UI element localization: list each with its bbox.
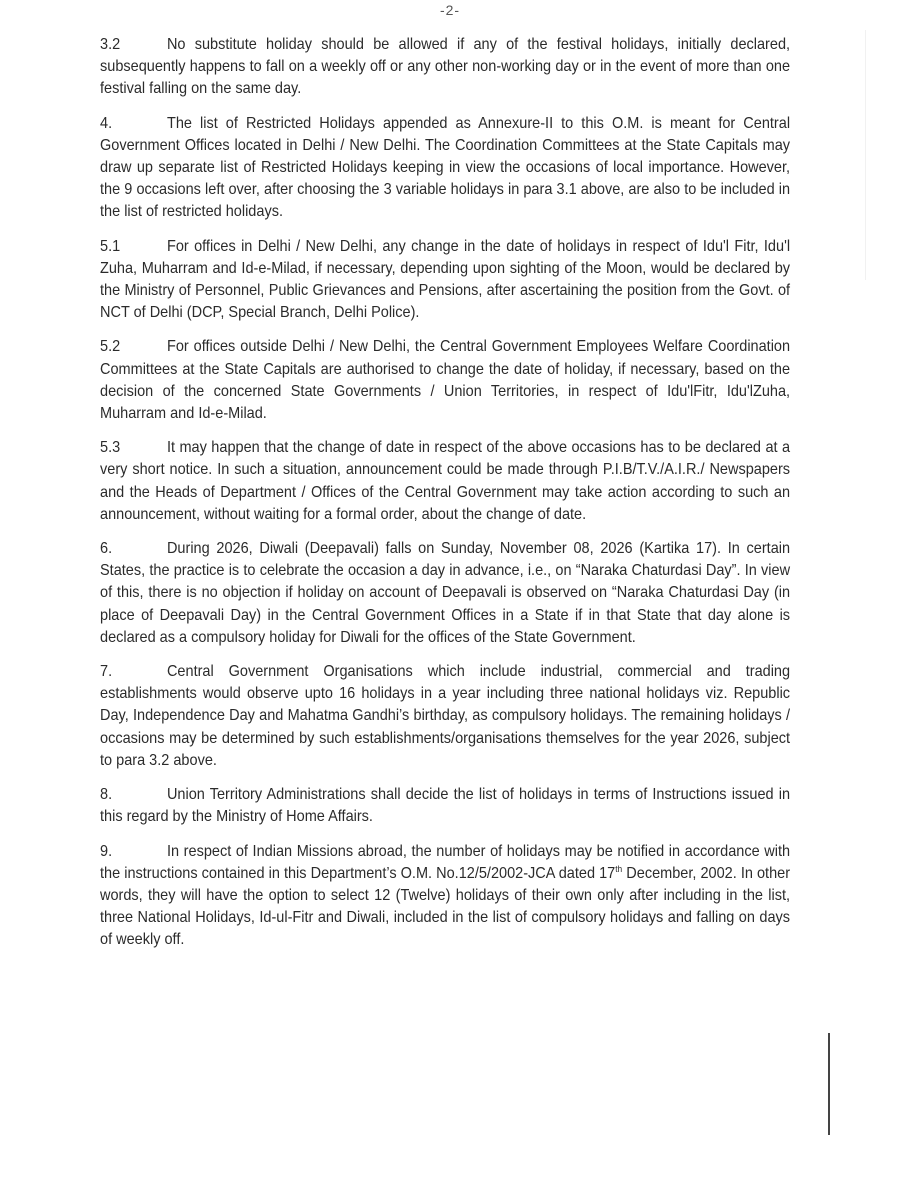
paragraph-text: It may happen that the change of date in respect of the above occasions has to be declared at a very short notice. In such a situation, announcement could be made through P.I.B/T.V./A.I.R./ Newspapers and the Heads of Department / Offices of the Central Government may take action according to such an announcement, without waiting for a formal order, about the change of date. [100,439,791,523]
paragraph-number: 7. [100,663,113,681]
paragraph-5-1 [100,236,790,325]
paragraph-text-continued: December, 2002. In other words, they will have the option to select 12 (Twelve) holidays of their own only after including in the list, three National Holidays, Id-ul-Fitr and Diwali, included in the list of compulsory holidays and falling on days of weekly off. [100,864,791,949]
paragraph-9 [100,841,790,952]
paragraph-number: 5.1 [100,237,121,255]
paragraph-6 [100,538,790,649]
scan-edge-shadow [865,30,866,280]
ordinal-suffix: th [615,863,623,874]
scan-margin-line [828,1033,830,1135]
paragraph-text: The list of Restricted Holidays appended as Annexure-II to this O.M. is meant for Central Government Offices located in Delhi / New Delhi. The Coordination Committees at the State Capitals may draw up separate list of Restricted Holidays keeping in view the occasions of local importance. However, the 9 occasions left over, after choosing the 3 variable holidays in para 3.1 above, are also to be included in the list of restricted holidays. [100,114,791,221]
paragraph-text: No substitute holiday should be allowed if any of the festival holidays, initially declared, subsequently happens to fall on a weekly off or any other non-working day or in the event of more than one festival falling on the same day. [100,36,791,98]
paragraph-number: 5.3 [100,439,121,457]
paragraph-text: For offices outside Delhi / New Delhi, the Central Government Employees Welfare Coordination Committees at the State Capitals are authorised to change the date of holiday, if necessary, based on the decision of the concerned State Governments / Union Territories, in respect of Idu'lFitr, Idu'lZuha, Muharram and Id-e-Milad. [100,338,791,423]
paragraph-number: 4. [100,114,113,132]
paragraph-text: For offices in Delhi / New Delhi, any change in the date of holidays in respect of Idu'l Fitr, Idu'l Zuha, Muharram and Id-e-Milad, if necessary, depending upon sighting of the Moon, would be declared by the Ministry of Personnel, Public Grievances and Pensions, after ascertaining the position from the Govt. of NCT of Delhi (DCP, Special Branch, Delhi Police). [100,237,791,322]
paragraph-number: 9. [100,842,113,860]
paragraph-4 [100,113,790,224]
paragraph-number: 6. [100,540,113,558]
paragraph-number: 8. [100,786,113,804]
paragraph-5-3 [100,437,790,526]
paragraph-5-2 [100,336,790,425]
paragraph-text: During 2026, Diwali (Deepavali) falls on Sunday, November 08, 2026 (Kartika 17). In certain States, the practice is to celebrate the occasion a day in advance, i.e., on “Naraka Chaturdasi Day”. In view of this, there is no objection if holiday on account of Deepavali is observed on “Naraka Chaturdasi Day (in place of Deepavali Day) in the Central Government Offices in a State if in that State that day alone is declared as a compulsory holiday for Diwali for the offices of the State Government. [100,540,791,646]
paragraph-number: 3.2 [100,36,121,53]
paragraph-text: In respect of Indian Missions abroad, the number of holidays may be notified in accordance with the instructions contained in this Department’s O.M. No.12/5/2002-JCA dated 17 [100,842,791,882]
paragraph-7 [100,661,790,772]
page-number: -2- [439,2,461,18]
paragraph-3-2 [100,34,790,101]
paragraph-number: 5.2 [100,338,121,356]
document-body [100,34,790,964]
paragraph-text: Union Territory Administrations shall decide the list of holidays in terms of Instructions issued in this regard by the Ministry of Home Affairs. [100,786,791,826]
paragraph-text: Central Government Organisations which include industrial, commercial and trading establishments would observe upto 16 holidays in a year including three national holidays viz. Republic Day, Independence Day and Mahatma Gandhi’s birthday, as compulsory holidays. The remaining holidays / occasions may be determined by such establishments/organisations themselves for the year 2026, subject to para 3.2 above. [100,663,791,769]
paragraph-8 [100,784,790,828]
